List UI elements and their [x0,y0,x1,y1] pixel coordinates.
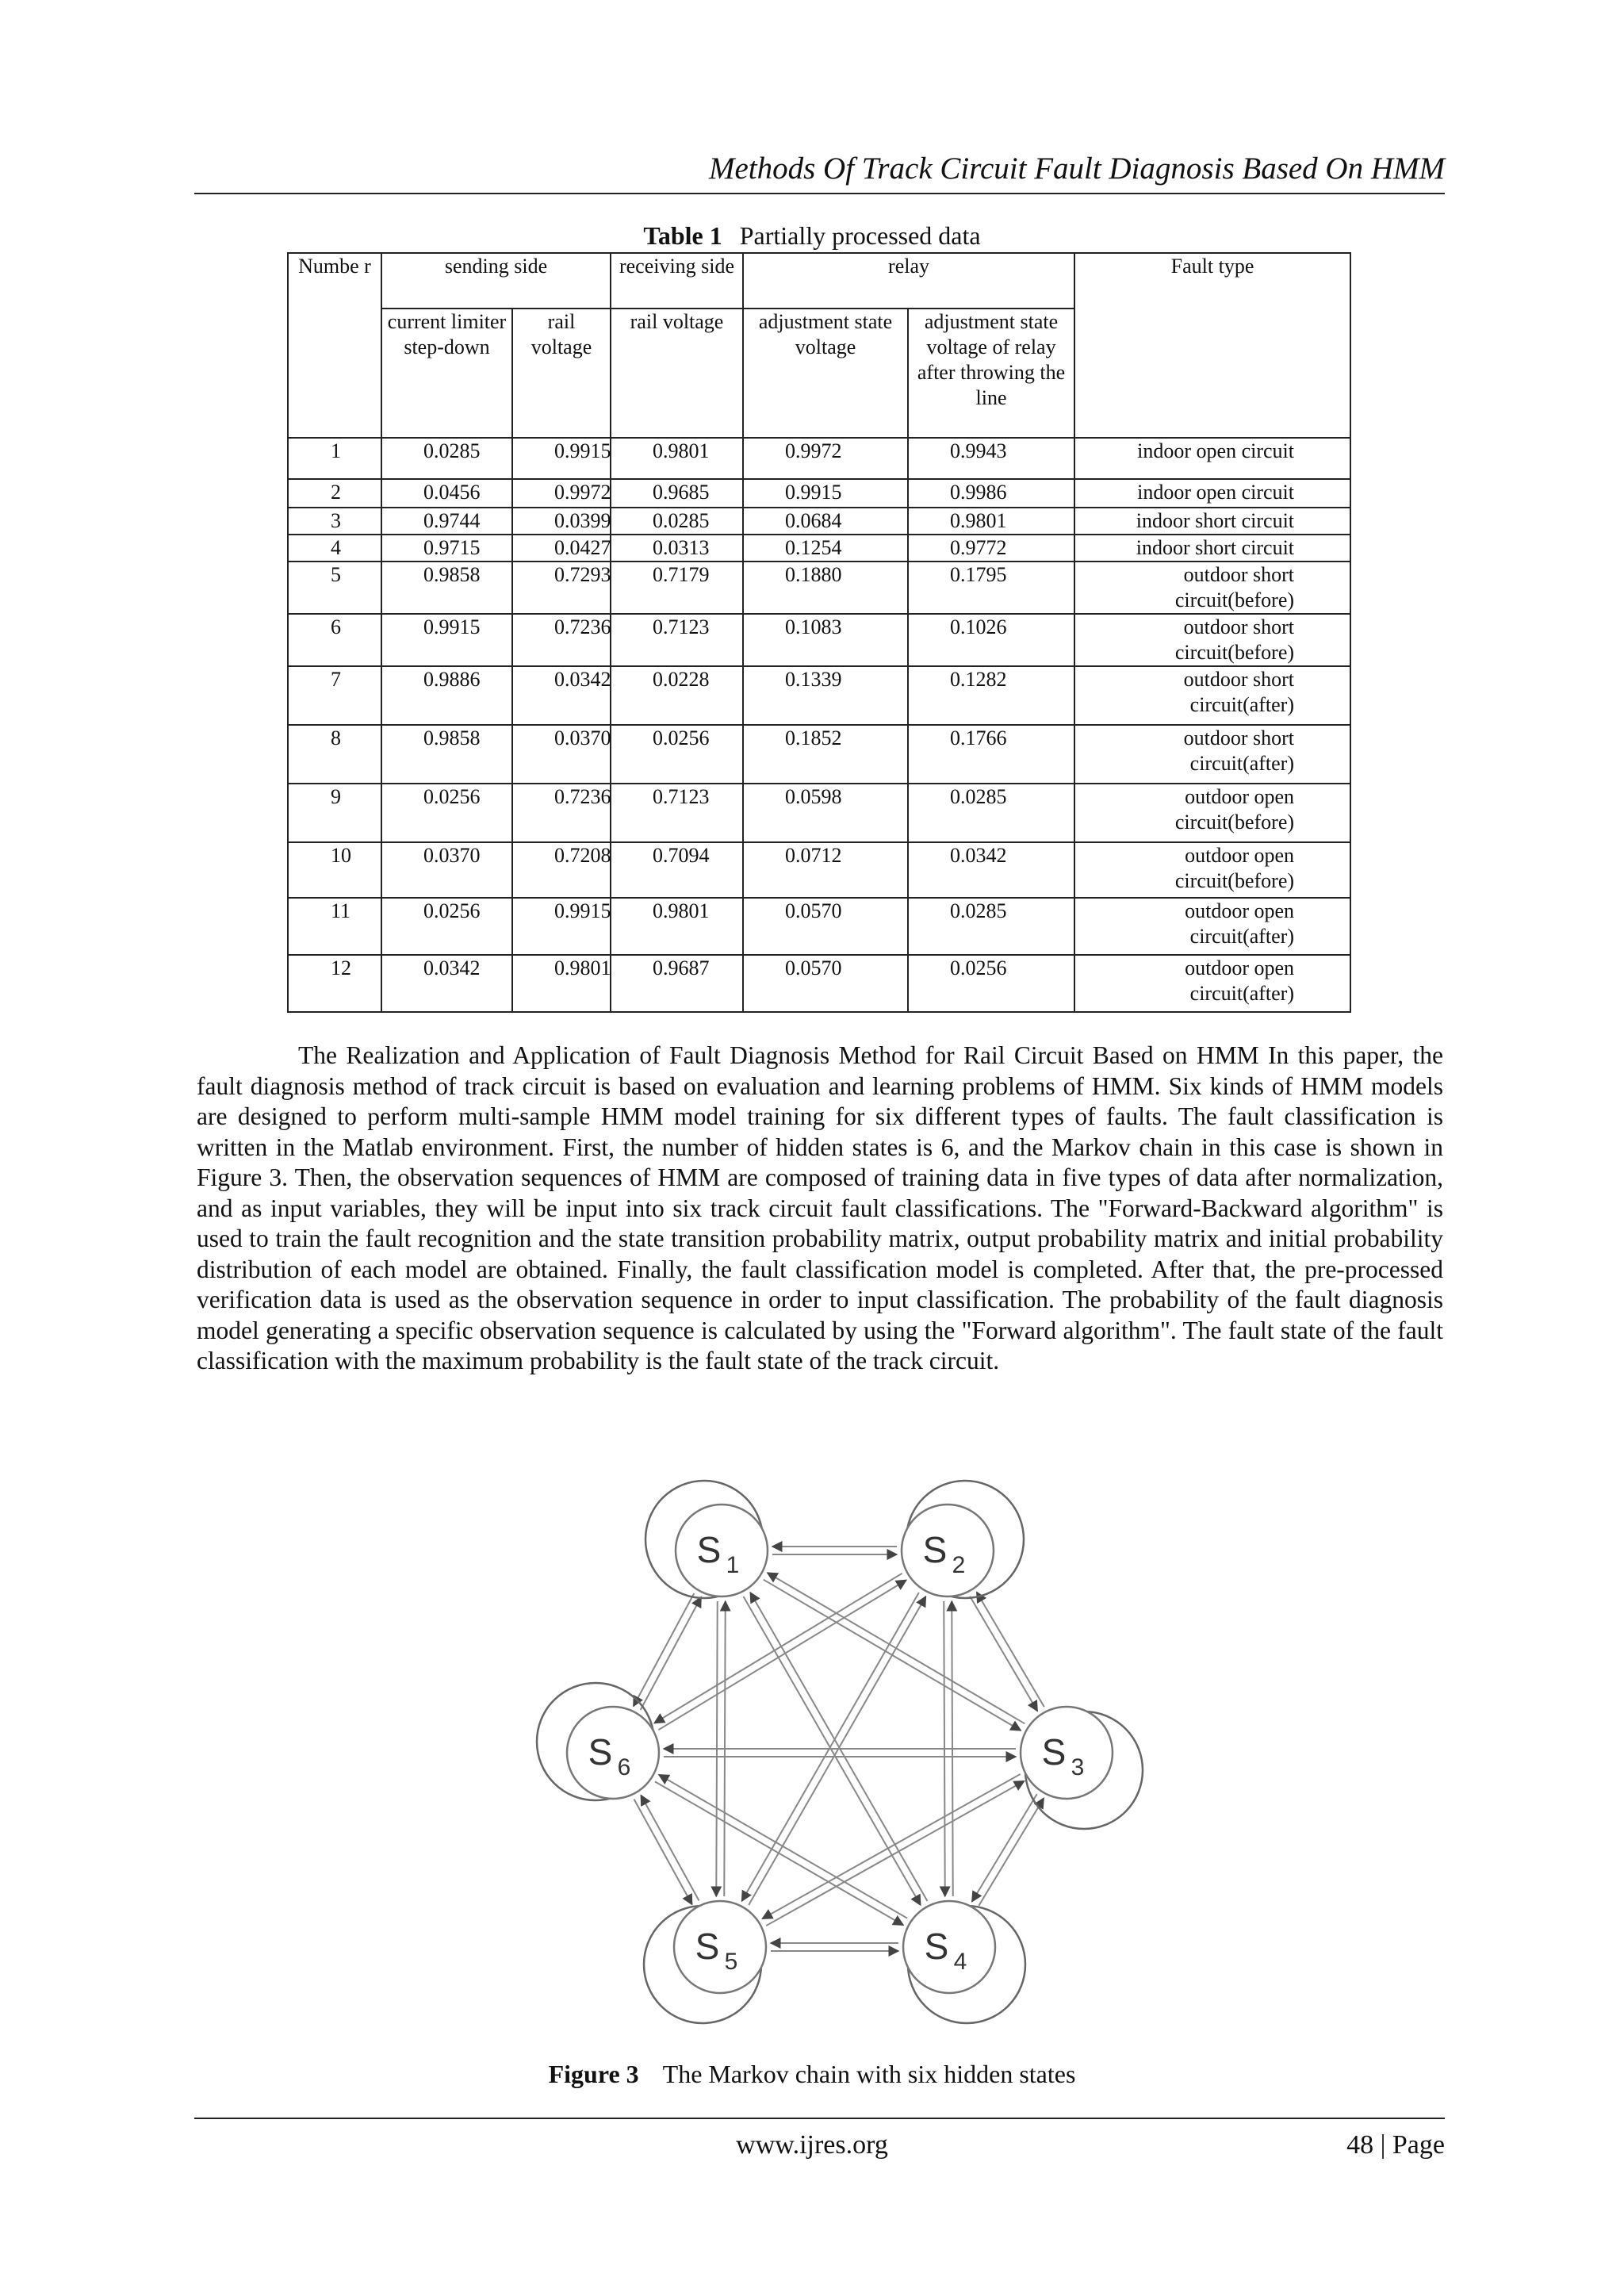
state-circle [902,1504,994,1596]
transition-arrow [658,1580,906,1730]
cell-adjustment-after: 0.0256 [908,955,1074,1012]
state-label: S [695,1926,720,1967]
table-row [288,898,1350,955]
subheader-adjustment-after: adjustment state voltage of relay after throwing the line [908,309,1074,438]
state-circle [674,1901,766,1993]
state-node-s4 [903,1901,995,1993]
table-row [288,535,1350,562]
figure-caption-label: Figure 3 [548,2060,639,2088]
table-row [288,479,1350,508]
cell-adjustment-voltage: 0.1852 [743,725,908,784]
cell-fault-type: outdoor open circuit(before) [1074,842,1350,898]
cell-rail-voltage-send: 0.9972 [512,479,611,508]
subheader-current-limiter: current limiter step-down [381,309,512,438]
cell-rail-voltage-send: 0.9801 [512,955,611,1012]
cell-rail-voltage-recv: 0.0313 [611,535,743,562]
state-node-s3 [1021,1707,1113,1799]
transition-arrow [749,1596,925,1905]
cell-adjustment-voltage: 0.0598 [743,784,908,842]
table-header-row [288,253,1350,309]
transition-arrow [634,1799,692,1904]
cell-number: 9 [288,784,381,842]
cell-current-limiter: 0.0256 [381,784,512,842]
header-number: Numbe r [288,253,381,438]
state-node-s6 [567,1707,659,1799]
cell-rail-voltage-send: 0.7208 [512,842,611,898]
subheader-rail-voltage-send: rail voltage [512,309,611,438]
cell-fault-type: outdoor open circuit(after) [1074,898,1350,955]
cell-number: 3 [288,508,381,535]
state-subscript: 2 [952,1552,966,1578]
state-label: S [922,1529,948,1570]
header-fault-type: Fault type [1074,253,1350,438]
running-header-title: Methods Of Track Circuit Fault Diagnosis Based On HMM [708,151,1445,186]
cell-adjustment-after: 0.9986 [908,479,1074,508]
footer-rule [194,2118,1445,2119]
cell-fault-type: indoor short circuit [1074,508,1350,535]
table-row [288,725,1350,784]
cell-current-limiter: 0.9744 [381,508,512,535]
cell-adjustment-after: 0.1026 [908,614,1074,666]
transition-arrow [977,1593,1044,1708]
table-row [288,666,1350,725]
cell-rail-voltage-recv: 0.0228 [611,666,743,725]
transition-arrow [979,1798,1044,1905]
cell-current-limiter: 0.0256 [381,898,512,955]
body-paragraph: The Realization and Application of Fault Diagnosis Method for Rail Circuit Based on HMM In this paper, the fault diagnosis method of track circuit is based on evaluation and learning problems of HMM. Six kinds of HMM models are designed to perform multi-sample HMM model training for six different types of faults. The fault classification is written in the Matlab environment. First, the number of hidden states is 6, and the Markov chain in this case is shown in Figure 3. Then, the observation sequences of HMM are composed of training data in five types of data after normalization, and as input variables, they will be input into six track circuit fault classifications. The "Forward-Backward algorithm" is used to train the fault recognition and the state transition probability matrix, output probability matrix and initial probability distribution of each model are obtained. Finally, the fault classification model is completed. After that, the pre-processed verification data is used as the observation sequence in order to input classification. The probability of the fault diagnosis model generating a specific observation sequence is calculated by using the "Forward algorithm". The fault state of the fault classification with the maximum probability is the fault state of the track circuit. [197,1041,1443,1374]
table-body [288,438,1350,1012]
cell-current-limiter: 0.9915 [381,614,512,666]
cell-adjustment-after: 0.1282 [908,666,1074,725]
cell-rail-voltage-send: 0.7293 [512,562,611,614]
cell-current-limiter: 0.0370 [381,842,512,898]
cell-current-limiter: 0.0456 [381,479,512,508]
state-node-s2 [902,1504,994,1596]
cell-fault-type: outdoor short circuit(after) [1074,666,1350,725]
cell-current-limiter: 0.0342 [381,955,512,1012]
cell-fault-type: indoor open circuit [1074,438,1350,479]
cell-fault-type: outdoor open circuit(before) [1074,784,1350,842]
state-node-s1 [676,1504,768,1596]
cell-current-limiter: 0.9715 [381,535,512,562]
cell-fault-type: outdoor short circuit(before) [1074,614,1350,666]
cell-rail-voltage-send: 0.9915 [512,898,611,955]
cell-number: 8 [288,725,381,784]
cell-adjustment-after: 0.0285 [908,898,1074,955]
cell-number: 1 [288,438,381,479]
subheader-adjustment-voltage: adjustment state voltage [743,309,908,438]
table-row [288,508,1350,535]
cell-rail-voltage-recv: 0.9685 [611,479,743,508]
cell-adjustment-after: 0.1766 [908,725,1074,784]
subheader-rail-voltage-recv: rail voltage [611,309,743,438]
transition-arrow [641,1597,701,1710]
cell-rail-voltage-recv: 0.7094 [611,842,743,898]
cell-number: 12 [288,955,381,1012]
cell-number: 4 [288,535,381,562]
transition-arrow [766,1781,1024,1926]
cell-number: 2 [288,479,381,508]
cell-rail-voltage-send: 0.0342 [512,666,611,725]
cell-current-limiter: 0.9886 [381,666,512,725]
state-circle [567,1707,659,1799]
cell-number: 5 [288,562,381,614]
header-relay: relay [743,253,1074,309]
cell-current-limiter: 0.9858 [381,725,512,784]
cell-number: 7 [288,666,381,725]
cell-number: 10 [288,842,381,898]
cell-rail-voltage-recv: 0.7179 [611,562,743,614]
state-circle [1021,1707,1113,1799]
cell-adjustment-after: 0.9772 [908,535,1074,562]
cell-rail-voltage-recv: 0.9687 [611,955,743,1012]
transition-arrow [641,1796,699,1901]
cell-adjustment-after: 0.0342 [908,842,1074,898]
cell-number: 6 [288,614,381,666]
cell-rail-voltage-recv: 0.0285 [611,508,743,535]
transition-arrow [972,1794,1037,1901]
transition-arrow [634,1593,694,1706]
cell-rail-voltage-recv: 0.7123 [611,784,743,842]
table-caption [0,223,1624,248]
transition-arrow [970,1596,1037,1711]
table-row [288,438,1350,479]
cell-adjustment-voltage: 0.0570 [743,955,908,1012]
state-subscript: 5 [724,1949,738,1975]
state-node-s5 [674,1901,766,1993]
cell-rail-voltage-send: 0.0370 [512,725,611,784]
cell-fault-type: outdoor short circuit(before) [1074,562,1350,614]
figure-caption-text: The Markov chain with six hidden states [662,2060,1076,2088]
state-label: S [1041,1731,1067,1773]
cell-current-limiter: 0.0285 [381,438,512,479]
cell-rail-voltage-send: 0.9915 [512,438,611,479]
cell-current-limiter: 0.9858 [381,562,512,614]
cell-adjustment-voltage: 0.1254 [743,535,908,562]
cell-adjustment-after: 0.9801 [908,508,1074,535]
table-caption-label: Table 1 [643,221,722,250]
table-row [288,784,1350,842]
data-table [287,252,1351,1013]
state-label: S [696,1529,722,1570]
cell-adjustment-voltage: 0.9915 [743,479,908,508]
state-label: S [924,1926,949,1967]
cell-rail-voltage-recv: 0.0256 [611,725,743,784]
figure-caption [0,2061,1624,2087]
header-sending-side: sending side [381,253,611,309]
cell-adjustment-voltage: 0.1339 [743,666,908,725]
footer-page-number: 48 | Page [1346,2130,1445,2160]
cell-rail-voltage-recv: 0.9801 [611,898,743,955]
cell-fault-type: indoor open circuit [1074,479,1350,508]
cell-adjustment-voltage: 0.9972 [743,438,908,479]
header-receiving-side: receiving side [611,253,743,309]
table-row [288,562,1350,614]
table-row [288,842,1350,898]
cell-rail-voltage-recv: 0.7123 [611,614,743,666]
transition-arrow [762,1774,1020,1918]
cell-fault-type: outdoor short circuit(after) [1074,725,1350,784]
cell-adjustment-after: 0.9943 [908,438,1074,479]
cell-rail-voltage-send: 0.0427 [512,535,611,562]
cell-adjustment-voltage: 0.0712 [743,842,908,898]
cell-number: 11 [288,898,381,955]
table-row [288,955,1350,1012]
cell-adjustment-voltage: 0.0570 [743,898,908,955]
table-row [288,614,1350,666]
state-circle [676,1504,768,1596]
state-subscript: 3 [1071,1754,1085,1780]
table-caption-text: Partially processed data [739,221,981,250]
cell-rail-voltage-send: 0.0399 [512,508,611,535]
transition-arrow [744,1596,921,1905]
state-subscript: 1 [726,1552,740,1578]
state-subscript: 6 [617,1754,631,1780]
cell-adjustment-voltage: 0.1880 [743,562,908,614]
cell-fault-type: outdoor open circuit(after) [1074,955,1350,1012]
cell-fault-type: indoor short circuit [1074,535,1350,562]
state-circle [903,1901,995,1993]
cell-rail-voltage-send: 0.7236 [512,614,611,666]
footer-url: www.ijres.org [736,2130,888,2160]
header-rule [194,193,1445,194]
cell-rail-voltage-send: 0.7236 [512,784,611,842]
state-subscript: 4 [953,1949,967,1975]
cell-adjustment-voltage: 0.0684 [743,508,908,535]
cell-adjustment-after: 0.0285 [908,784,1074,842]
markov-chain-figure [508,1443,1189,2046]
cell-rail-voltage-recv: 0.9801 [611,438,743,479]
state-label: S [588,1731,613,1773]
cell-adjustment-after: 0.1795 [908,562,1074,614]
cell-adjustment-voltage: 0.1083 [743,614,908,666]
